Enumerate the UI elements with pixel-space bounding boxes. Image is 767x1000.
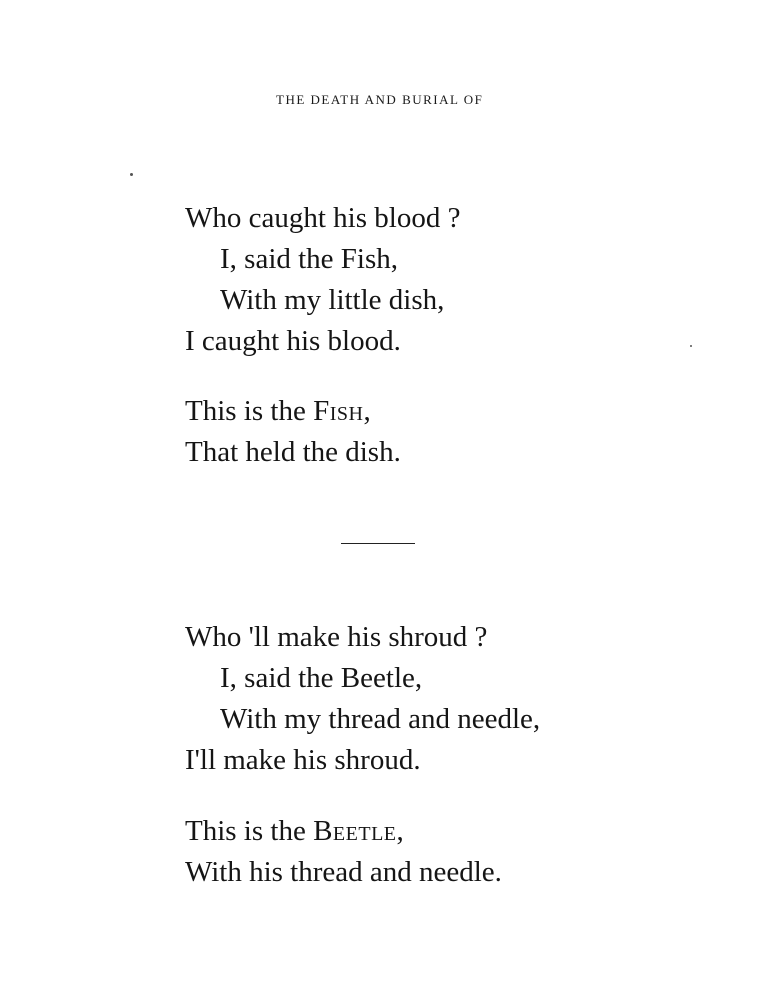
verse-line: I, said the Beetle, [220, 662, 423, 694]
caption-line [185, 391, 401, 432]
caption-1 [185, 391, 401, 473]
caption-line: That held the dish. [185, 436, 401, 468]
section-divider [341, 543, 415, 544]
verse-line: Who 'll make his shroud ? [185, 621, 488, 653]
caption-suffix: , [363, 395, 371, 427]
caption-suffix: , [396, 815, 404, 847]
verse-line: With my thread and needle, [220, 703, 541, 735]
caption-prefix: This is the [185, 395, 314, 427]
running-head: THE DEATH AND BURIAL OF [276, 92, 484, 107]
verse-stanza-2 [185, 617, 540, 781]
paper-speck [690, 345, 692, 347]
caption-line: With his thread and needle. [185, 856, 502, 888]
verse-line: Who caught his blood ? [185, 202, 461, 234]
character-name: Beetle [313, 815, 397, 847]
character-name: Fish [313, 395, 364, 427]
caption-line [185, 811, 502, 852]
verse-line: With my little dish, [220, 284, 445, 316]
verse-stanza-1 [185, 198, 460, 362]
verse-line: I, said the Fish, [220, 243, 399, 275]
caption-prefix: This is the [185, 815, 314, 847]
paper-speck [130, 173, 133, 176]
verse-line: I caught his blood. [185, 325, 401, 357]
caption-2 [185, 811, 502, 893]
verse-line: I'll make his shroud. [185, 744, 421, 776]
